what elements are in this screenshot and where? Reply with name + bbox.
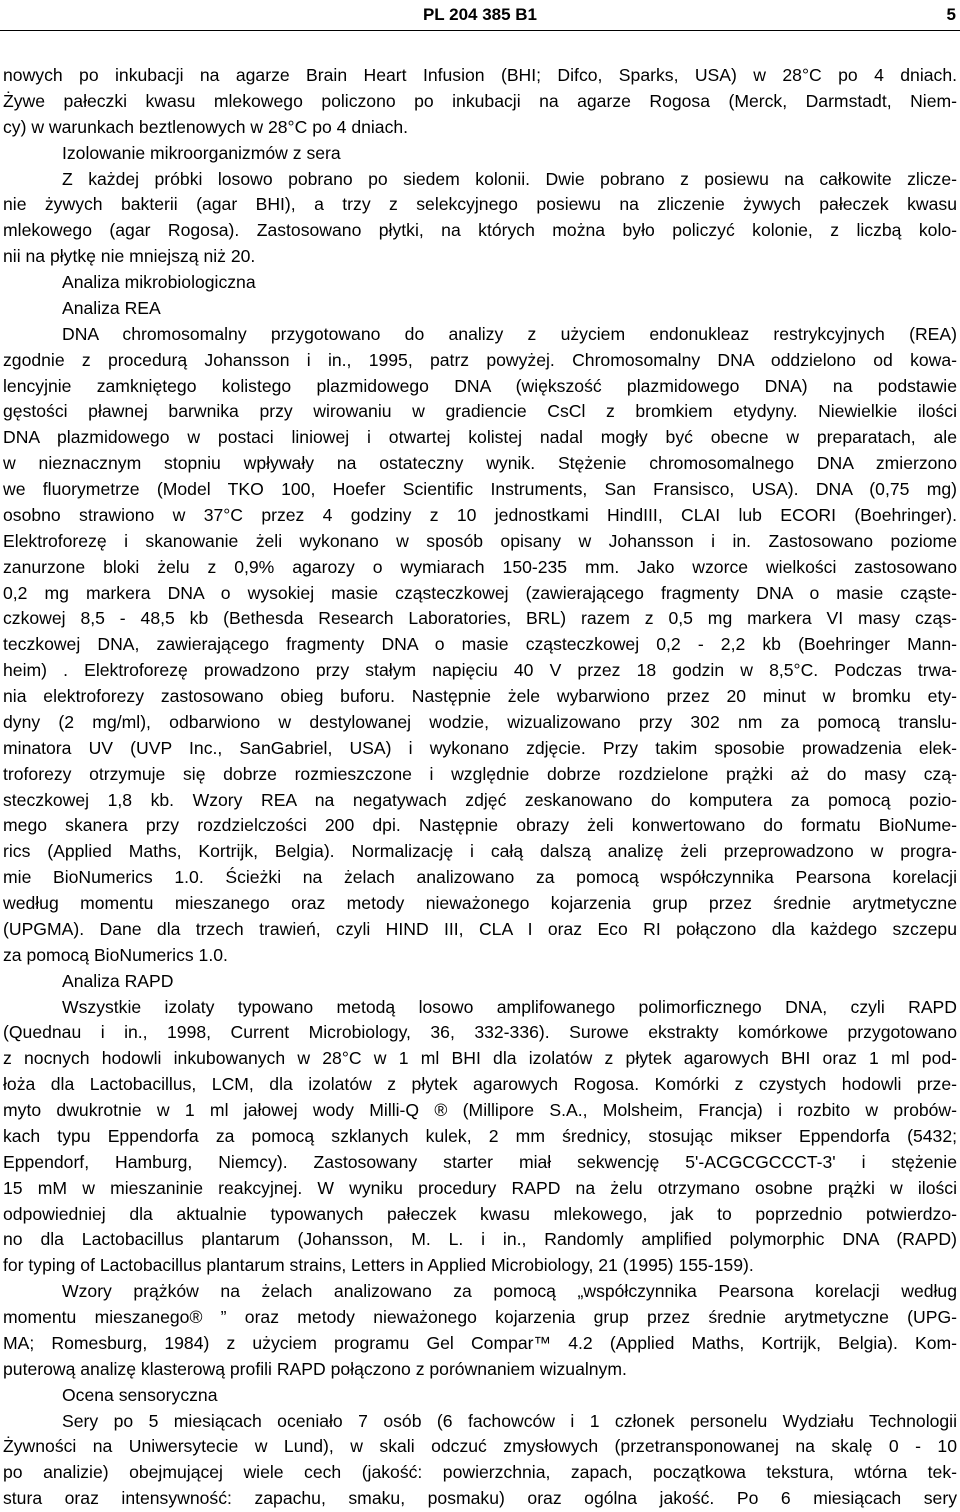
text-line: nia elektroforezy zastosowano obieg buforu. Następnie żele wybarwiono przez 20 minut w bromku ety- <box>3 686 957 706</box>
page-header <box>0 0 960 44</box>
section-heading: Analiza mikrobiologiczna <box>62 272 256 292</box>
text-line: odpowiedniej dla aktualnie typowanych pałeczek kwasu mlekowego, jak to poprzednio potwierdzo- <box>3 1203 957 1224</box>
text-line: MA; Romesburg, 1984) z użyciem programu Gel Compar™ 4.2 (Applied Maths, Kortrijk, Belgia). Kom- <box>3 1332 957 1353</box>
text-line: Z każdej próbki losowo pobrano po siedem kolonii. Dwie pobrano z posiewu na całkowite zlicze- <box>62 168 957 189</box>
text-line: 0,2 mg markera DNA o wysokiej masie cząsteczkowej (zawierającego fragmenty DNA o masie cząste- <box>3 582 957 603</box>
text-line: rics (Applied Maths, Kortrijk, Belgia). Normalizację i całą dalszą analizę żeli przeprowadzono w progra- <box>3 841 957 862</box>
text-line: 15 mM w mieszaninie reakcyjnej. W wyniku procedury RAPD na żelu otrzymano osobne prążki w ilości <box>3 1177 957 1198</box>
text-line: DNA plazmidowego w postaci liniowej i otwartej kolistej nadal mogły być obecne w preparatach, ale <box>3 427 957 448</box>
text-line: for typing of Lactobacillus plantarum strains, Letters in Applied Microbiology, 21 (1995) 155-159). <box>3 1255 754 1276</box>
text-line: Eppendorf, Hamburg, Niemcy). Zastosowany starter miał sekwencję 5'-ACGCGCCCT-3' i stężenie <box>3 1151 957 1172</box>
text-line: (Quednau i in., 1998, Current Microbiology, 36, 332-336). Surowe ekstrakty komórkowe przygotowano <box>3 1022 957 1043</box>
text-line: nii na płytkę nie mniejszą niż 20. <box>3 246 256 267</box>
text-line: troforezy otrzymuje się dobrze rozmieszczone i względnie dobrze rozdzielone prążki aż do masy czą- <box>3 763 957 784</box>
text-line: łoża dla Lactobacillus, LCM, dla izolatów z płytek agarowych Rogosa. Komórki z czystych hodowli prze- <box>3 1074 957 1095</box>
text-line: steczkowej 1,8 kb. Wzory REA na negatywach zdjęć zeskanowano do komputera za pomocą pozio- <box>3 789 957 810</box>
text-line: mego skanera przy rozdzielczości 200 dpi. Następnie obrazy żeli konwertowano do formatu BioNume- <box>3 815 957 836</box>
text-line: we fluorymetrze (Model TKO 100, Hoefer Scientific Instruments, San Fransisco, USA). DNA (0,75 mg) <box>3 479 957 499</box>
text-line: heim) . Elektroforezę prowadzono przy stałym napięciu 40 V przez 18 godzin w 8,5°C. Podczas trwa- <box>3 660 957 681</box>
text-line: nie żywych bakterii (agar BHI), a trzy z selekcyjnego posiewu na zliczenie żywych pałeczek kwasu <box>3 194 957 215</box>
text-line: nowych po inkubacji na agarze Brain Heart Infusion (BHI; Difco, Sparks, USA) w 28°C po 4 dniach. <box>3 65 957 85</box>
text-line: lencyjnie zamkniętego kolistego plazmidowego DNA (większość plazmidowego DNA) na podstawie <box>3 375 957 396</box>
document-body <box>3 63 957 1512</box>
text-line: dyny (2 mg/ml), odbarwiono w destylowanej wodzie, wizualizowano przy 302 nm za pomocą translu- <box>3 711 957 732</box>
text-line: czkowej 8,5 - 48,5 kb (Bethesda Research Laboratories, BRL) razem z 0,5 mg markera VI masy cząs- <box>3 608 957 629</box>
text-line: Żywe pałeczki kwasu mlekowego policzono po inkubacji na agarze Rogosa (Merck, Darmstadt, Niem- <box>3 90 957 111</box>
text-line: Wszystkie izolaty typowano metodą losowo amplifowanego polimorficznego DNA, czyli RAPD <box>62 996 957 1017</box>
text-line: cy) w warunkach beztlenowych w 28°C po 4 dniach. <box>3 116 409 137</box>
page-number: 5 <box>946 5 956 24</box>
text-line: no dla Lactobacillus plantarum (Johansson, M. L. i in., Randomly amplified polymorphic DNA (RAPD) <box>3 1229 957 1250</box>
text-line: Wzory prążków na żelach analizowano za pomocą „współczynnika Pearsona korelacji według <box>62 1281 957 1302</box>
text-line: zgodnie z procedurą Johansson i in., 1995, patrz powyżej. Chromosomalny DNA oddzielono od kowa- <box>3 349 957 370</box>
text-line: momentu mieszanego® ” oraz metody nieważonego kojarzenia grup przez średnie arytmetyczne (UPG- <box>3 1307 957 1327</box>
text-line: Elektroforezę i skanowanie żeli wykonano w sposób opisany w Johansson i in. Zastosowano poziome <box>3 530 957 551</box>
text-line: z nocnych hodowli inkubowanych w 28°C w 1 ml BHI dla izolatów z płytek agarowych BHI oraz 1 ml pod- <box>3 1048 957 1069</box>
text-line: mie BioNumerics 1.0. Ścieżki na żelach analizowano za pomocą współczynnika Pearsona korelacji <box>3 867 957 888</box>
text-line: Żywności na Uniwersytecie w Lund), w skali odczuć zmysłowych (przetransponowanej na skalę 0 - 10 <box>3 1436 957 1457</box>
section-heading: Analiza REA <box>62 297 161 318</box>
publication-number: PL 204 385 B1 <box>422 5 538 24</box>
text-line: zanurzone bloki żelu z 0,9% agarozy o wymiarach 150-235 mm. Jako wzorce wielkości zastosowano <box>3 556 957 577</box>
text-line: (UPGMA). Dane dla trzech trawień, czyli HIND III, CLA I oraz Eco RI połączono dla każdego szczepu <box>3 918 957 939</box>
text-line: po analizie) obejmującej wiele cech (jakość: powierzchnia, zapach, początkowa tekstura, wtórna tek- <box>3 1462 957 1483</box>
text-line: puterową analizę klasterową profili RAPD połączono z porównaniem wizualnym. <box>3 1358 627 1379</box>
text-line: mlekowego (agar Rogosa). Zastosowano płytki, na których można było policzyć kolonie, z liczbą kolo- <box>3 220 957 241</box>
header-rule <box>0 30 960 31</box>
section-heading: Ocena sensoryczna <box>62 1384 218 1405</box>
text-line: stura oraz intensywność: zapachu, smaku, posmaku) oraz ogólna jakość. Po 6 miesiącach sery <box>3 1488 957 1509</box>
text-line: w nieznacznym stopniu wpływały na ostateczny wynik. Stężenie chromosomalnego DNA zmierzono <box>3 453 957 474</box>
text-line: DNA chromosomalny przygotowano do analizy z użyciem endonukleaz restrykcyjnych (REA) <box>62 323 957 344</box>
text-line: za pomocą BioNumerics 1.0. <box>3 944 228 965</box>
text-line: teczkowej DNA, zawierającego fragmenty DNA o masie cząsteczkowej 0,2 - 2,2 kb (Boehringer Mann- <box>3 634 957 655</box>
section-heading: Izolowanie mikroorganizmów z sera <box>62 142 341 163</box>
text-line: osobno strawiono w 37°C przez 4 godziny z 10 jednostkami HindIII, CLAI lub ECORI (Boehringer). <box>3 504 957 525</box>
text-line: gęstości pławnej barwnika przy wirowaniu w gradiencie CsCl z bromkiem etydyny. Niewielkie ilości <box>3 401 957 422</box>
text-line: kach typu Eppendorfa za pomocą szklanych kulek, 2 mm średnicy, stosując mikser Eppendorfa (5432; <box>3 1125 957 1146</box>
text-line: minatora UV (UVP Inc., SanGabriel, USA) i wykonano zdjęcie. Przy takim sposobie prowadzenia elek- <box>3 737 957 758</box>
section-heading: Analiza RAPD <box>62 970 174 991</box>
text-line: Sery po 5 miesiącach oceniało 7 osób (6 fachowców i 1 członek personelu Wydziału Technologii <box>62 1410 957 1431</box>
text-line: myto dwukrotnie w 1 ml jałowej wody Milli-Q ® (Millipore S.A., Molsheim, Francja) i rozbito w probów- <box>3 1100 957 1120</box>
text-line: według momentu mieszanego oraz metody nieważonego kojarzenia grup przez średnie arytmetyczne <box>3 893 957 913</box>
